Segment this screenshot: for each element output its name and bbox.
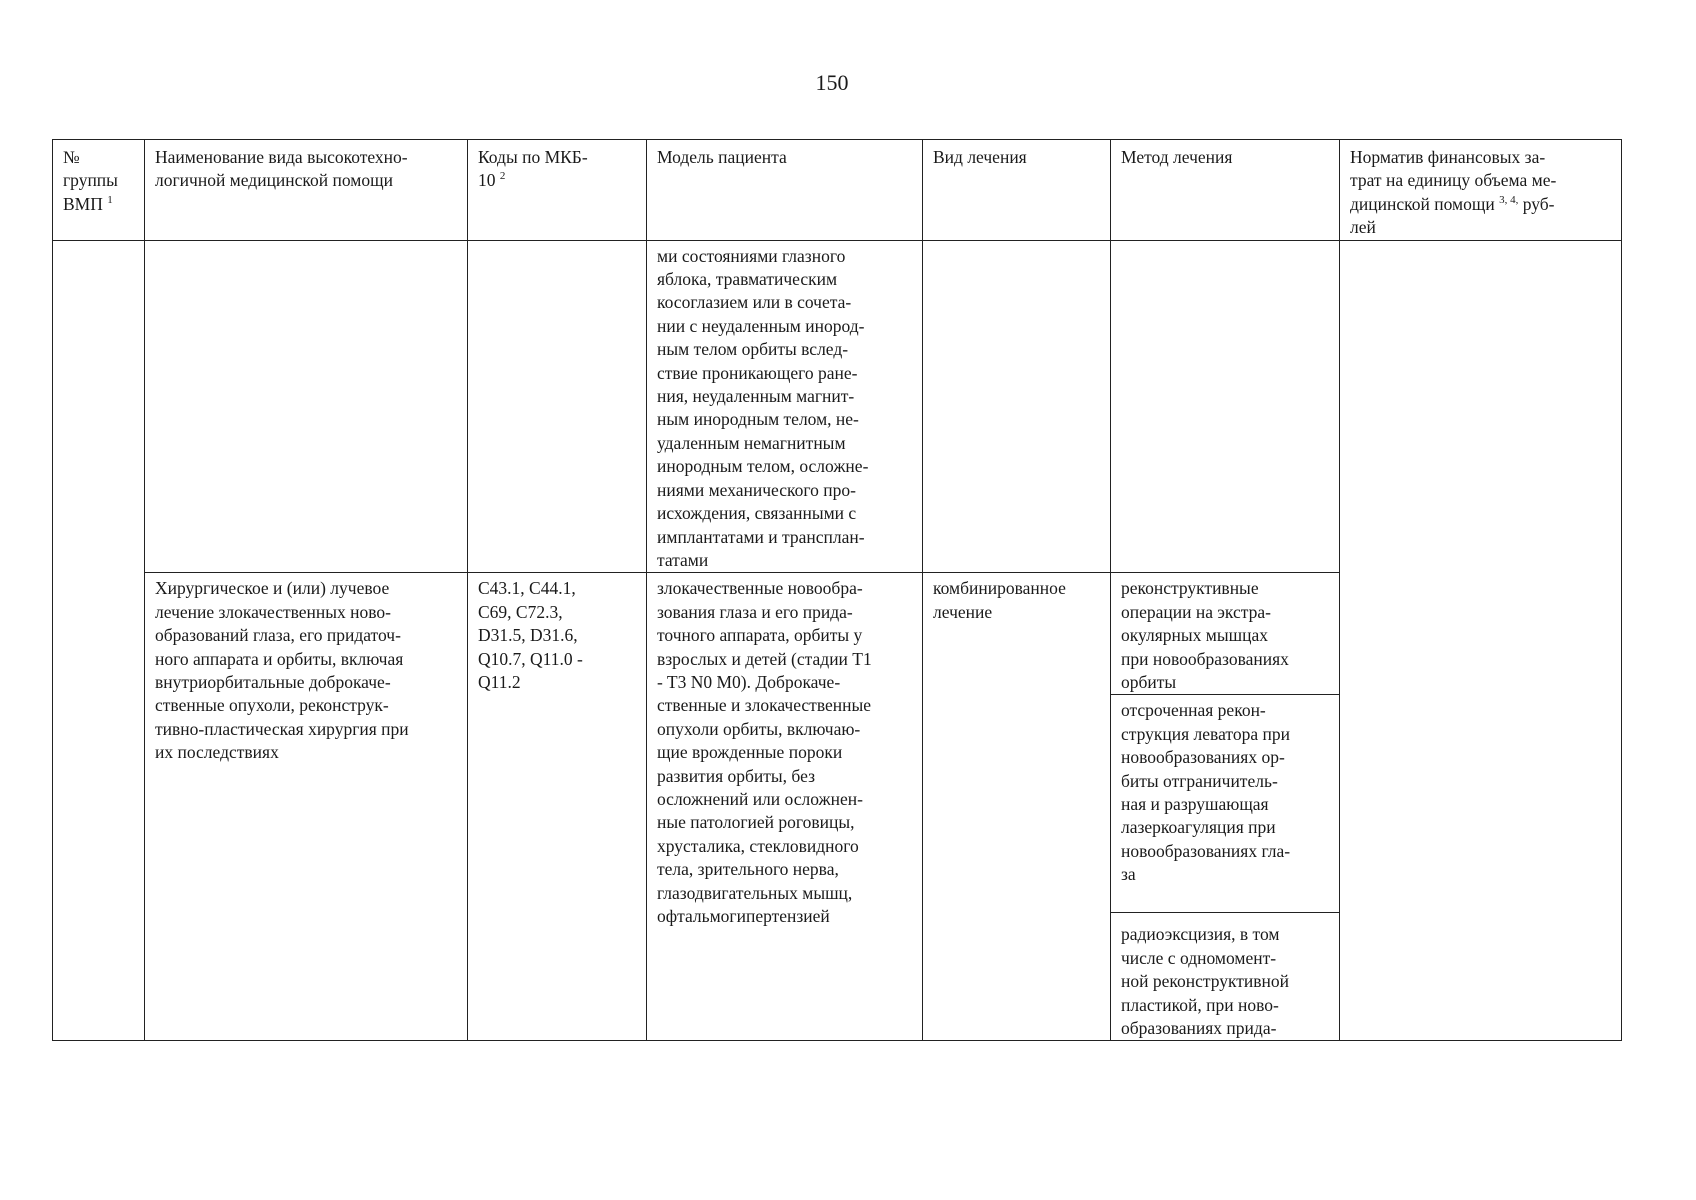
header-financial-norm: Норматив финансовых за- трат на единицу объема ме- дицинской помощи $^{3, 4,}$ руб- лей <box>1340 140 1622 241</box>
header-icd-codes: Коды по МКБ- 10 $^2$ <box>468 140 647 241</box>
cell-care-type-name <box>145 240 468 573</box>
cell-treatment-kind <box>923 240 1111 573</box>
table-header-row <box>53 140 1622 241</box>
cell-icd-codes: C43.1, C44.1, C69, C72.3, D31.5, D31.6, Q10.7, Q11.0 - Q11.2 <box>468 573 647 1041</box>
cell-treatment-method: радиоэксцизия, в том числе с одномомент- ной реконструктивной пластикой, при ново- образованиях прида- <box>1111 913 1340 1041</box>
cell-treatment-method: отсроченная рекон- струкция леватора при новообразованиях ор- биты отграничитель- ная и разрушающая лазеркоагуляция при новообразованиях гла- за <box>1111 695 1340 913</box>
cell-treatment-method <box>1111 240 1340 573</box>
cell-icd-codes <box>468 240 647 573</box>
cell-care-type-name: Хирургическое и (или) лучевое лечение злокачественных ново- образований глаза, его придаточ- ного аппарата и орбиты, включая внутриорбитальные доброкаче- ственные опухоли, реконструк- тивно-пластическая хирургия при их последствиях <box>145 573 468 1041</box>
header-treatment-kind: Вид лечения <box>923 140 1111 241</box>
cell-treatment-method: реконструктивные операции на экстра- окулярных мышцах при новообразованиях орбиты <box>1111 573 1340 695</box>
header-treatment-method: Метод лечения <box>1111 140 1340 241</box>
cell-group-number <box>53 240 145 1041</box>
table-row <box>53 240 1622 573</box>
cell-financial-norm <box>1340 240 1622 1041</box>
header-group-number: № группы ВМП $^1$ <box>53 140 145 241</box>
page-number: 150 <box>815 70 849 95</box>
cell-patient-model: злокачественные новообра- зования глаза и его прида- точного аппарата, орбиты у взрослых и детей (стадии T1 - T3 N0 M0). Доброкаче- ственные и злокачественные опухоли орбиты, включаю- щие врожденные пороки развития орбиты, без осложнений или осложнен- ные патологией роговицы, хрусталика, стекловидного тела, зрительного нерва, глазодвигательных мышц, офтальмогипертензией <box>647 573 923 1041</box>
cell-treatment-kind: комбинированное лечение <box>923 573 1111 1041</box>
vmp-table <box>52 139 1622 1041</box>
header-patient-model: Модель пациента <box>647 140 923 241</box>
cell-patient-model: ми состояниями глазного яблока, травматическим косоглазием или в сочета- нии с неудаленным инород- ным телом орбиты вслед- ствие проникающего ране- ния, неудаленным магнит- ным инородным телом, не- удаленным немагнитным инородным телом, осложне- ниями механического про- исхождения, связанными с имплантатами и трансплан- татами <box>647 240 923 573</box>
header-care-type-name: Наименование вида высокотехно- логичной медицинской помощи <box>145 140 468 241</box>
